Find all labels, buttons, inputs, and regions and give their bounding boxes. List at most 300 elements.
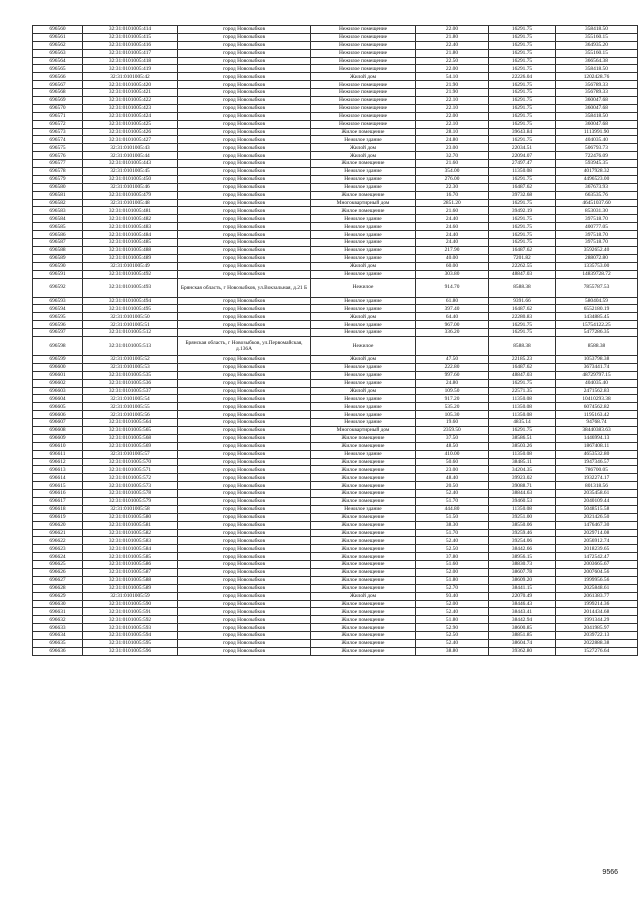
row-number-cell: 696562 [33, 41, 83, 49]
row-number-cell: 696614 [33, 474, 83, 482]
address-cell: город Новозыбков [178, 262, 311, 270]
address-cell: город Новозыбков [178, 624, 311, 632]
cadastral-number-cell: 32:31:0101005:564 [83, 419, 178, 427]
table-row [33, 395, 638, 403]
table-row [33, 112, 638, 120]
table-row [33, 136, 638, 144]
object-type-cell: Жилое помещение [311, 640, 416, 648]
table-row [33, 231, 638, 239]
address-cell: город Новозыбков [178, 41, 311, 49]
address-cell: город Новозыбков [178, 49, 311, 57]
row-number-cell: 696632 [33, 616, 83, 624]
row-number-cell: 696567 [33, 81, 83, 89]
table-row [33, 576, 638, 584]
row-number-cell: 696573 [33, 128, 83, 136]
row-number-cell: 696603 [33, 387, 83, 395]
unit-value-cell: 39088.71 [489, 482, 556, 490]
object-type-cell: Многоквартирный дом [311, 426, 416, 434]
object-type-cell: Жилой дом [311, 592, 416, 600]
cadastral-number-cell: 32:31:0101005:55 [83, 403, 178, 411]
address-cell: город Новозыбков [178, 584, 311, 592]
unit-value-cell: 16291.75 [489, 97, 556, 105]
address-cell: город Новозыбков [178, 403, 311, 411]
area-cell: 967.00 [416, 321, 489, 329]
cadastral-value-cell: 358418.50 [556, 26, 638, 34]
cadastral-value-cell: 1446994.13 [556, 434, 638, 442]
cadastral-number-cell: 32:31:0101005:580 [83, 513, 178, 521]
table-row [33, 505, 638, 513]
area-cell: 22.00 [416, 26, 489, 34]
row-number-cell: 696576 [33, 152, 83, 160]
row-number-cell: 696580 [33, 183, 83, 191]
cadastral-number-cell: 32:31:0101005:46 [83, 183, 178, 191]
unit-value-cell: 39643.84 [489, 128, 556, 136]
unit-value-cell: 11350.08 [489, 411, 556, 419]
cadastral-number-cell: 32:31:0101005:425 [83, 120, 178, 128]
unit-value-cell: 7201.82 [489, 254, 556, 262]
cadastral-value-cell: 1999214.36 [556, 600, 638, 608]
table-row [33, 305, 638, 313]
cadastral-number-cell: 32:31:0101005:589 [83, 584, 178, 592]
cadastral-value-cell: 1113991.90 [556, 128, 638, 136]
area-cell: 16.70 [416, 191, 489, 199]
table-row [33, 442, 638, 450]
table-row [33, 647, 638, 655]
table-row [33, 640, 638, 648]
cadastral-number-cell: 32:31:0101005:537 [83, 387, 178, 395]
area-cell: 24.40 [416, 231, 489, 239]
row-number-cell: 696625 [33, 561, 83, 569]
cadastral-number-cell: 32:31:0101005:427 [83, 136, 178, 144]
address-cell: город Новозыбков [178, 434, 311, 442]
row-number-cell: 696631 [33, 608, 83, 616]
object-type-cell: Нежилое помещение [311, 89, 416, 97]
cadastral-value-cell: 6552180.19 [556, 305, 638, 313]
cadastral-value-cell: 801318.56 [556, 482, 638, 490]
area-cell: 22.00 [416, 65, 489, 73]
cadastral-value-cell: 4653532.80 [556, 450, 638, 458]
cadastral-value-cell: 786700.05 [556, 466, 638, 474]
row-number-cell: 696561 [33, 33, 83, 41]
address-cell: город Новозыбков [178, 395, 311, 403]
row-number-cell: 696564 [33, 57, 83, 65]
area-cell: 303.80 [416, 270, 489, 278]
cadastral-number-cell: 32:31:0101005:583 [83, 537, 178, 545]
table-row [33, 329, 638, 337]
cadastral-number-cell: 32:31:0101005:56 [83, 411, 178, 419]
unit-value-cell: 34204.35 [489, 466, 556, 474]
row-number-cell: 696572 [33, 120, 83, 128]
cadastral-value-cell: 1472542.47 [556, 553, 638, 561]
cadastral-value-cell: 2003665.67 [556, 561, 638, 569]
object-type-cell: Жилое помещение [311, 442, 416, 450]
table-row [33, 600, 638, 608]
table-row [33, 41, 638, 49]
unit-value-cell: 16291.75 [489, 112, 556, 120]
cadastral-table-sheet [32, 25, 618, 656]
unit-value-cell: 38442.94 [489, 616, 556, 624]
row-number-cell: 696636 [33, 647, 83, 655]
cadastral-value-cell: 1932274.17 [556, 474, 638, 482]
cadastral-value-cell: 1991344.29 [556, 616, 638, 624]
area-cell: 60.00 [416, 262, 489, 270]
table-row [33, 553, 638, 561]
object-type-cell: Жилое помещение [311, 545, 416, 553]
table-row [33, 632, 638, 640]
cadastral-number-cell: 32:31:0101005:591 [83, 608, 178, 616]
row-number-cell: 696596 [33, 321, 83, 329]
area-cell: 336.20 [416, 329, 489, 337]
cadastral-value-cell: 397518.70 [556, 215, 638, 223]
cadastral-number-cell: 32:31:0101005:424 [83, 112, 178, 120]
object-type-cell: Жилое помещение [311, 434, 416, 442]
address-cell: город Новозыбков [178, 254, 311, 262]
table-row [33, 450, 638, 458]
unit-value-cell: 9391.66 [489, 297, 556, 305]
unit-value-cell: 38851.85 [489, 632, 556, 640]
row-number-cell: 696601 [33, 371, 83, 379]
cadastral-value-cell: 2022888.38 [556, 640, 638, 648]
table-row [33, 65, 638, 73]
cadastral-number-cell: 32:31:0101005:485 [83, 239, 178, 247]
area-cell: 51.80 [416, 616, 489, 624]
address-cell: город Новозыбков [178, 569, 311, 577]
area-cell: 22.40 [416, 41, 489, 49]
address-cell: город Новозыбков [178, 442, 311, 450]
unit-value-cell: 38503.26 [489, 442, 556, 450]
table-row [33, 545, 638, 553]
cadastral-number-cell: 32:31:0101005:594 [83, 632, 178, 640]
address-cell: город Новозыбков [178, 223, 311, 231]
table-row [33, 81, 638, 89]
row-number-cell: 696600 [33, 363, 83, 371]
table-row [33, 434, 638, 442]
area-cell: 997.60 [416, 371, 489, 379]
address-cell: город Новозыбков [178, 553, 311, 561]
unit-value-cell: 16291.75 [489, 329, 556, 337]
table-row [33, 482, 638, 490]
unit-value-cell: 16291.75 [489, 223, 556, 231]
cadastral-value-cell: 397518.70 [556, 231, 638, 239]
row-number-cell: 696626 [33, 569, 83, 577]
cadastral-number-cell: 32:31:0101005:443 [83, 160, 178, 168]
object-type-cell: Жилой дом [311, 387, 416, 395]
table-row [33, 152, 638, 160]
unit-value-cell: 39923.02 [489, 474, 556, 482]
cadastral-number-cell: 32:31:0101005:493 [83, 278, 178, 297]
object-type-cell: Нежилое [311, 336, 416, 355]
address-cell: город Новозыбков [178, 521, 311, 529]
object-type-cell: Нежилое помещение [311, 26, 416, 34]
address-cell: город Новозыбков [178, 561, 311, 569]
cadastral-value-cell: 2035458.61 [556, 490, 638, 498]
address-cell: город Новозыбков [178, 191, 311, 199]
area-cell: 61.80 [416, 297, 489, 305]
cadastral-value-cell: 46451037.60 [556, 199, 638, 207]
address-cell: город Новозыбков [178, 411, 311, 419]
cadastral-value-cell: 15754122.25 [556, 321, 638, 329]
unit-value-cell: 38443.41 [489, 608, 556, 616]
object-type-cell: Жилое помещение [311, 160, 416, 168]
row-number-cell: 696627 [33, 576, 83, 584]
object-type-cell: Нежилое здание [311, 215, 416, 223]
object-type-cell: Нежилое здание [311, 270, 416, 278]
area-cell: 52.40 [416, 490, 489, 498]
cadastral-value-cell: 288072.80 [556, 254, 638, 262]
table-row [33, 262, 638, 270]
unit-value-cell: 38607.78 [489, 569, 556, 577]
cadastral-number-cell: 32:31:0101005:590 [83, 600, 178, 608]
cadastral-number-cell: 32:31:0101005:422 [83, 97, 178, 105]
cadastral-number-cell: 32:31:0101005:513 [83, 336, 178, 355]
object-type-cell: Нежилое [311, 278, 416, 297]
row-number-cell: 696617 [33, 497, 83, 505]
area-cell: 37.80 [416, 553, 489, 561]
row-number-cell: 696628 [33, 584, 83, 592]
unit-value-cell: 39492.19 [489, 207, 556, 215]
row-number-cell: 696571 [33, 112, 83, 120]
area-cell: 2359.50 [416, 426, 489, 434]
cadastral-number-cell: 32:31:0101005:482 [83, 215, 178, 223]
address-cell: город Новозыбков [178, 363, 311, 371]
area-cell: 52.50 [416, 632, 489, 640]
cadastral-number-cell: 32:31:0101005:572 [83, 474, 178, 482]
table-row [33, 537, 638, 545]
unit-value-cell: 48847.03 [489, 371, 556, 379]
address-cell: город Новозыбков [178, 426, 311, 434]
cadastral-value-cell: 360047.68 [556, 97, 638, 105]
address-cell: город Новозыбков [178, 545, 311, 553]
cadastral-value-cell: 400777.05 [556, 223, 638, 231]
object-type-cell: Нежилое помещение [311, 33, 416, 41]
cadastral-value-cell: 1999956.56 [556, 576, 638, 584]
table-row [33, 363, 638, 371]
row-number-cell: 696615 [33, 482, 83, 490]
address-cell: город Новозыбков [178, 144, 311, 152]
row-number-cell: 696581 [33, 191, 83, 199]
address-cell: город Новозыбков [178, 355, 311, 363]
table-row [33, 239, 638, 247]
object-type-cell: Жилое помещение [311, 576, 416, 584]
cadastral-value-cell: 2018239.65 [556, 545, 638, 553]
unit-value-cell: 16291.75 [489, 49, 556, 57]
area-cell: 64.40 [416, 313, 489, 321]
row-number-cell: 696583 [33, 207, 83, 215]
cadastral-number-cell: 32:31:0101005:43 [83, 144, 178, 152]
area-cell: 24.40 [416, 215, 489, 223]
area-cell: 51.70 [416, 497, 489, 505]
object-type-cell: Жилое помещение [311, 632, 416, 640]
area-cell: 52.00 [416, 600, 489, 608]
table-row [33, 513, 638, 521]
unit-value-cell: 39732.68 [489, 191, 556, 199]
object-type-cell: Жилое помещение [311, 608, 416, 616]
unit-value-cell: 38844.63 [489, 490, 556, 498]
address-cell: город Новозыбков [178, 497, 311, 505]
cadastral-value-cell: 2021426.50 [556, 513, 638, 521]
object-type-cell: Жилое помещение [311, 521, 416, 529]
cadastral-number-cell: 32:31:0101005:488 [83, 246, 178, 254]
row-number-cell: 696618 [33, 505, 83, 513]
area-cell: 22.10 [416, 104, 489, 112]
cadastral-value-cell: 4017928.32 [556, 168, 638, 176]
row-number-cell: 696565 [33, 65, 83, 73]
object-type-cell: Жилое помещение [311, 647, 416, 655]
row-number-cell: 696620 [33, 521, 83, 529]
object-type-cell: Жилой дом [311, 152, 416, 160]
object-type-cell: Нежилое помещение [311, 120, 416, 128]
cadastral-value-cell: 580404.59 [556, 297, 638, 305]
cadastral-value-cell: 2040109.44 [556, 497, 638, 505]
table-row [33, 403, 638, 411]
row-number-cell: 696629 [33, 592, 83, 600]
cadastral-number-cell: 32:31:0101005:45 [83, 168, 178, 176]
table-row [33, 175, 638, 183]
object-type-cell: Нежилое здание [311, 411, 416, 419]
row-number-cell: 696634 [33, 632, 83, 640]
row-number-cell: 696608 [33, 426, 83, 434]
page-number: 9566 [602, 869, 618, 876]
address-cell: город Новозыбков [178, 450, 311, 458]
cadastral-number-cell: 32:31:0101005:565 [83, 426, 178, 434]
address-cell: город Новозыбков [178, 505, 311, 513]
cadastral-value-cell: 364935.20 [556, 41, 638, 49]
address-cell: город Новозыбков [178, 600, 311, 608]
row-number-cell: 696569 [33, 97, 83, 105]
area-cell: 23.00 [416, 466, 489, 474]
cadastral-number-cell: 32:31:0101005:569 [83, 442, 178, 450]
table-row [33, 458, 638, 466]
cadastral-number-cell: 32:31:0101005:420 [83, 81, 178, 89]
object-type-cell: Жилое помещение [311, 616, 416, 624]
row-number-cell: 696621 [33, 529, 83, 537]
unit-value-cell: 38830.73 [489, 561, 556, 569]
row-number-cell: 696597 [33, 329, 83, 337]
address-cell: город Новозыбков [178, 329, 311, 337]
cadastral-number-cell: 32:31:0101005:584 [83, 545, 178, 553]
row-number-cell: 696612 [33, 458, 83, 466]
unit-value-cell: 38550.06 [489, 521, 556, 529]
area-cell [416, 336, 489, 355]
object-type-cell: Жилое помещение [311, 600, 416, 608]
table-row [33, 183, 638, 191]
cadastral-number-cell: 32:31:0101005:42 [83, 73, 178, 81]
address-cell: город Новозыбков [178, 321, 311, 329]
cadastral-value-cell: 404035.40 [556, 379, 638, 387]
unit-value-cell: 38586.51 [489, 434, 556, 442]
address-cell: город Новозыбков [178, 640, 311, 648]
row-number-cell: 696577 [33, 160, 83, 168]
object-type-cell: Жилой дом [311, 262, 416, 270]
unit-value-cell: 27497.47 [489, 160, 556, 168]
address-cell: город Новозыбков [178, 89, 311, 97]
cadastral-value-cell: 358418.50 [556, 65, 638, 73]
cadastral-number-cell: 32:31:0101005:57 [83, 450, 178, 458]
cadastral-number-cell: 32:31:0101005:417 [83, 49, 178, 57]
row-number-cell: 696593 [33, 297, 83, 305]
table-row [33, 278, 638, 297]
object-type-cell: Жилое помещение [311, 466, 416, 474]
row-number-cell: 696566 [33, 73, 83, 81]
cadastral-value-cell: 2041985.97 [556, 624, 638, 632]
table-row [33, 387, 638, 395]
address-cell: город Новозыбков [178, 81, 311, 89]
cadastral-number-cell: 32:31:0101005:596 [83, 647, 178, 655]
cadastral-number-cell: 32:31:0101005:58 [83, 505, 178, 513]
cadastral-value-cell: 48729797.15 [556, 371, 638, 379]
cadastral-number-cell: 32:31:0101005:595 [83, 640, 178, 648]
unit-value-cell: 16291.75 [489, 65, 556, 73]
area-cell: 23.00 [416, 144, 489, 152]
address-cell: город Новозыбков [178, 458, 311, 466]
object-type-cell: Нежилое здание [311, 239, 416, 247]
table-row [33, 191, 638, 199]
address-cell: город Новозыбков [178, 168, 311, 176]
table-row [33, 313, 638, 321]
object-type-cell: Жилое помещение [311, 207, 416, 215]
area-cell: 354.00 [416, 168, 489, 176]
cadastral-value-cell: 1335753.00 [556, 262, 638, 270]
unit-value-cell: 11350.08 [489, 395, 556, 403]
table-row [33, 411, 638, 419]
unit-value-cell: 16291.75 [489, 136, 556, 144]
unit-value-cell: 16291.75 [489, 89, 556, 97]
object-type-cell: Нежилое здание [311, 175, 416, 183]
area-cell: 22.10 [416, 97, 489, 105]
address-cell: город Новозыбков [178, 112, 311, 120]
area-cell: 48.50 [416, 442, 489, 450]
cadastral-number-cell: 32:31:0101005:51 [83, 321, 178, 329]
table-row [33, 144, 638, 152]
row-number-cell: 696633 [33, 624, 83, 632]
unit-value-cell: 16291.75 [489, 81, 556, 89]
unit-value-cell: 16291.75 [489, 231, 556, 239]
cadastral-number-cell: 32:31:0101005:415 [83, 33, 178, 41]
cadastral-value-cell: 4496523.00 [556, 175, 638, 183]
area-cell: 397.40 [416, 305, 489, 313]
table-row [33, 355, 638, 363]
table-row [33, 419, 638, 427]
unit-value-cell: 38600.85 [489, 624, 556, 632]
object-type-cell: Нежилое здание [311, 379, 416, 387]
cadastral-value-cell: 8588.38 [556, 336, 638, 355]
area-cell: 20.50 [416, 482, 489, 490]
table-row [33, 371, 638, 379]
address-cell: город Новозыбков [178, 270, 311, 278]
table-row [33, 89, 638, 97]
address-cell: город Новозыбков [178, 33, 311, 41]
cadastral-value-cell: 2007604.56 [556, 569, 638, 577]
cadastral-number-cell: 32:31:0101005:581 [83, 521, 178, 529]
row-number-cell: 696578 [33, 168, 83, 176]
cadastral-value-cell: 5048515.58 [556, 505, 638, 513]
cadastral-number-cell: 32:31:0101005:423 [83, 104, 178, 112]
cadastral-number-cell: 32:31:0101005:489 [83, 254, 178, 262]
unit-value-cell: 11350.08 [489, 168, 556, 176]
object-type-cell: Нежилое здание [311, 371, 416, 379]
area-cell: 917.20 [416, 395, 489, 403]
object-type-cell: Жилое помещение [311, 529, 416, 537]
object-type-cell: Нежилое помещение [311, 41, 416, 49]
object-type-cell: Нежилое помещение [311, 49, 416, 57]
cadastral-number-cell: 32:31:0101005:419 [83, 65, 178, 73]
unit-value-cell: 39254.06 [489, 537, 556, 545]
address-cell: город Новозыбков [178, 576, 311, 584]
unit-value-cell: 16487.62 [489, 246, 556, 254]
cadastral-value-cell: 5477286.35 [556, 329, 638, 337]
area-cell: 47.50 [416, 355, 489, 363]
cadastral-value-cell: 3673441.74 [556, 363, 638, 371]
